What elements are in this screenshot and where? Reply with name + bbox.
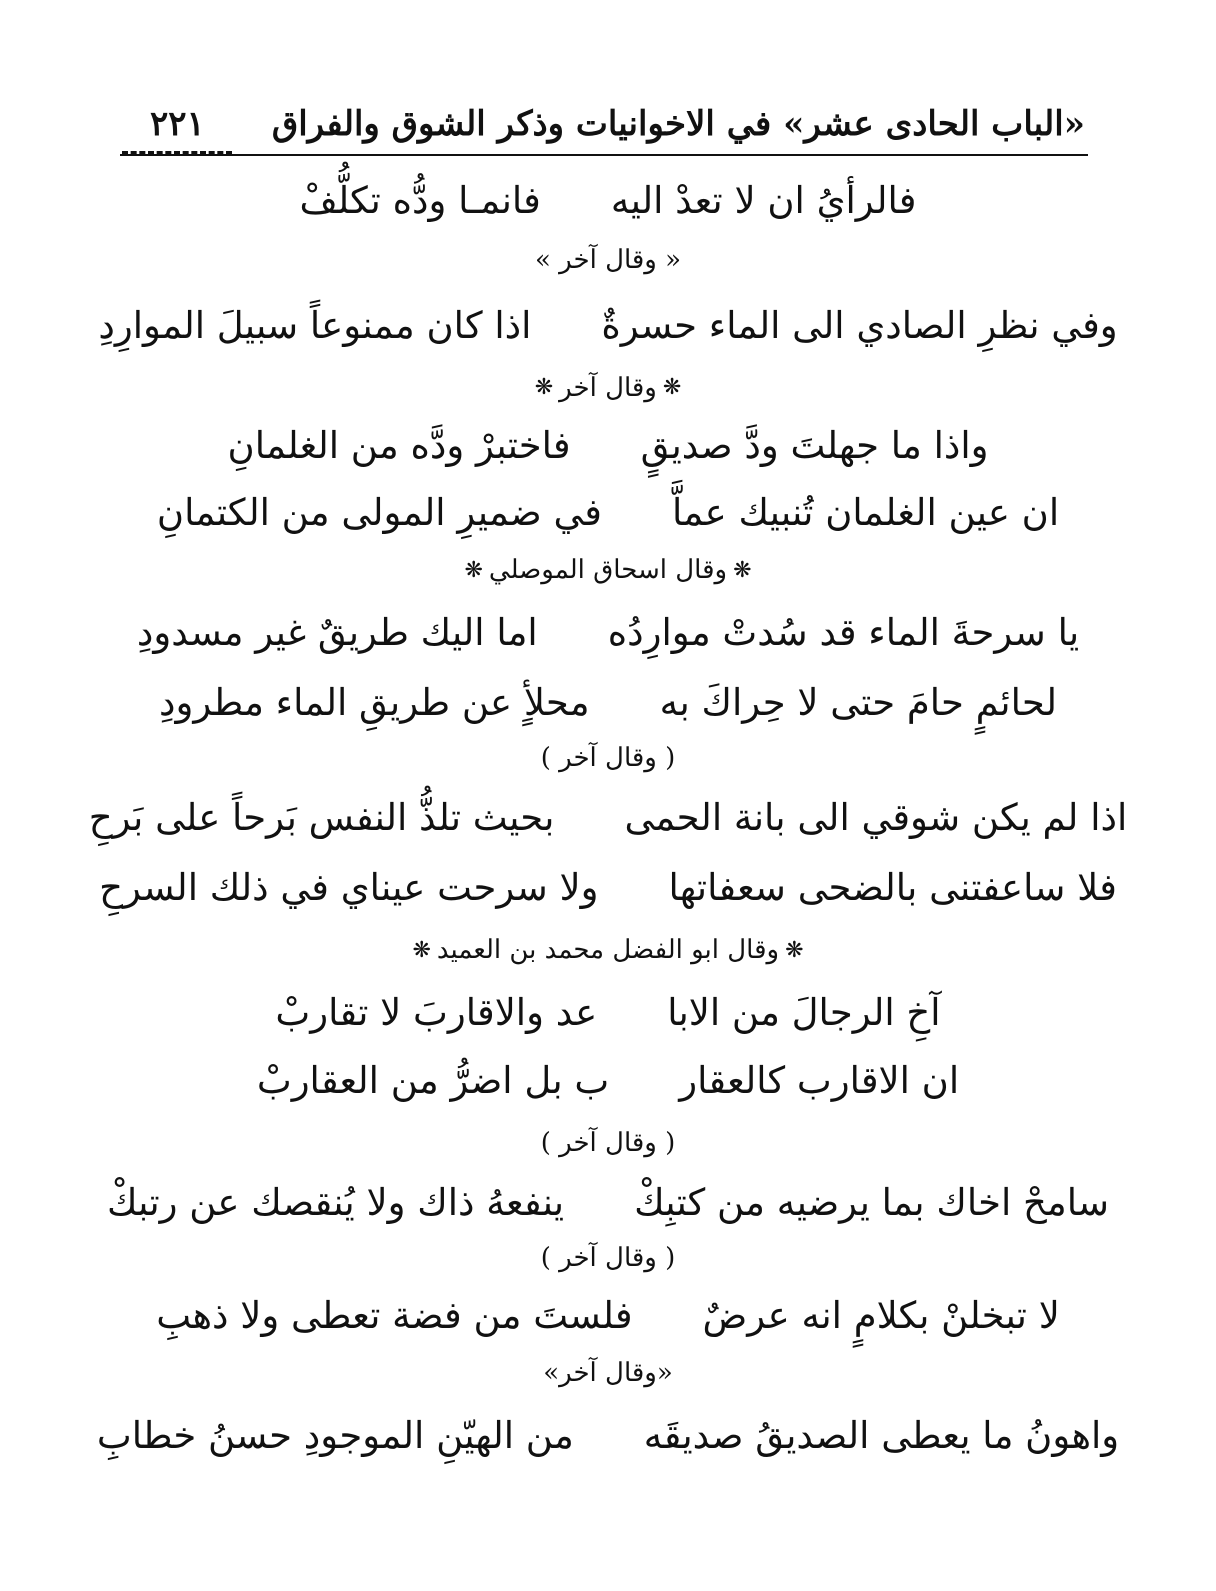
verse-second-hemistich: اذا كان ممنوعاً سبيلَ الموارِدِ <box>98 303 532 347</box>
verse-line <box>0 1170 1216 1235</box>
poem-body <box>0 165 1216 1475</box>
verse-second-hemistich: فلستَ من فضة تعطى ولا ذهبِ <box>156 1293 633 1337</box>
header-rule <box>120 154 1088 156</box>
attribution-caption <box>0 1350 1216 1395</box>
verse-first-hemistich: وفي نظرِ الصادي الى الماء حسرةٌ <box>601 303 1118 347</box>
verse-line <box>0 595 1216 670</box>
attribution-caption <box>0 1115 1216 1170</box>
verse-second-hemistich: محلأٍ عن طريقِ الماء مطرودِ <box>158 681 590 724</box>
ornament-icon: ❋ <box>662 375 682 400</box>
verse-second-hemistich: فاختبرْ ودَّه من الغلمانِ <box>227 423 571 467</box>
ornament-icon: ❋ <box>733 557 752 583</box>
ornament-icon: ❋ <box>785 937 804 963</box>
caption-text: وقال ابو الفضل محمد بن العميد <box>436 935 780 965</box>
ornament-icon: ❋ <box>464 557 483 583</box>
verse-line <box>0 670 1216 735</box>
verse-line <box>0 1395 1216 1475</box>
verse-first-hemistich: واهونُ ما يعطى الصديقُ صديقَه <box>643 1413 1120 1457</box>
verse-line <box>0 480 1216 545</box>
verse-first-hemistich: ان عين الغلمان تُنبيك عماَّ <box>672 491 1060 534</box>
caption-text: وقال آخر <box>559 372 657 403</box>
verse-first-hemistich: آخِ الرجالَ من الابا <box>667 991 941 1034</box>
caption-text: « وقال آخر » <box>534 245 682 275</box>
verse-first-hemistich: يا سرحةَ الماء قد سُدتْ موارِدُه <box>607 611 1080 654</box>
verse-second-hemistich: في ضميرِ المولى من الكتمانِ <box>156 491 602 534</box>
verse-first-hemistich: اذا لم يكن شوقي الى بانة الحمى <box>624 796 1128 839</box>
verse-line <box>0 1280 1216 1350</box>
verse-first-hemistich: ان الاقارب كالعقار <box>679 1058 960 1102</box>
attribution-caption <box>0 365 1216 410</box>
attribution-caption <box>0 545 1216 595</box>
verse-first-hemistich: لا تبخلنْ بكلامٍ انه عرضٌ <box>702 1293 1060 1337</box>
verse-line <box>0 1045 1216 1115</box>
verse-line <box>0 980 1216 1045</box>
verse-second-hemistich: ولا سرحت عيناي في ذلك السرحِ <box>99 866 599 909</box>
verse-line <box>0 165 1216 235</box>
attribution-caption <box>0 920 1216 980</box>
attribution-caption <box>0 1235 1216 1280</box>
verse-first-hemistich: سامحْ اخاك بما يرضيه من كتبِكْ <box>634 1181 1110 1224</box>
verse-line <box>0 410 1216 480</box>
verse-line <box>0 855 1216 920</box>
verse-first-hemistich: فلا ساعفتنى بالضحى سعفاتها <box>668 866 1117 909</box>
verse-second-hemistich: ينفعهُ ذاك ولا يُنقصك عن رتبكْ <box>106 1181 565 1224</box>
verse-second-hemistich: ب بل اضرُّ من العقاربْ <box>256 1058 610 1102</box>
caption-text: ( وقال آخر ) <box>540 1127 676 1158</box>
attribution-caption <box>0 235 1216 285</box>
ornament-icon: ❋ <box>412 937 431 963</box>
caption-text: وقال اسحاق الموصلي <box>488 555 728 585</box>
running-header <box>130 96 1085 152</box>
caption-text: ( وقال آخر ) <box>540 742 676 773</box>
verse-first-hemistich: واذا ما جهلتَ ودَّ صديقٍ <box>640 423 989 467</box>
chapter-title: «الباب الحادى عشر» في الاخوانيات وذكر الشوق والفراق <box>271 104 1085 144</box>
header-rule-dashes <box>122 151 232 154</box>
verse-second-hemistich: عد والاقاربَ لا تقاربْ <box>275 991 598 1034</box>
attribution-caption <box>0 735 1216 780</box>
verse-line <box>0 780 1216 855</box>
verse-line <box>0 285 1216 365</box>
caption-text: «وقال آخر» <box>543 1357 673 1388</box>
verse-second-hemistich: من الهيّنِ الموجودِ حسنُ خطابِ <box>96 1413 574 1457</box>
caption-text: ( وقال آخر ) <box>540 1242 676 1273</box>
verse-second-hemistich: اما اليك طريقٌ غير مسدودِ <box>136 611 538 654</box>
verse-second-hemistich: فانمـا ودُّه تكلُّفْ <box>299 178 541 222</box>
verse-second-hemistich: بحيث تلذُّ النفس بَرحاً على بَرحِ <box>88 796 555 839</box>
verse-first-hemistich: لحائمٍ حامَ حتى لا حِراكَ به <box>659 681 1058 724</box>
verse-first-hemistich: فالرأيُ ان لا تعدْ اليه <box>610 178 917 222</box>
ornament-icon: ❋ <box>534 375 554 400</box>
page-number: ٢٢١ <box>150 104 205 144</box>
